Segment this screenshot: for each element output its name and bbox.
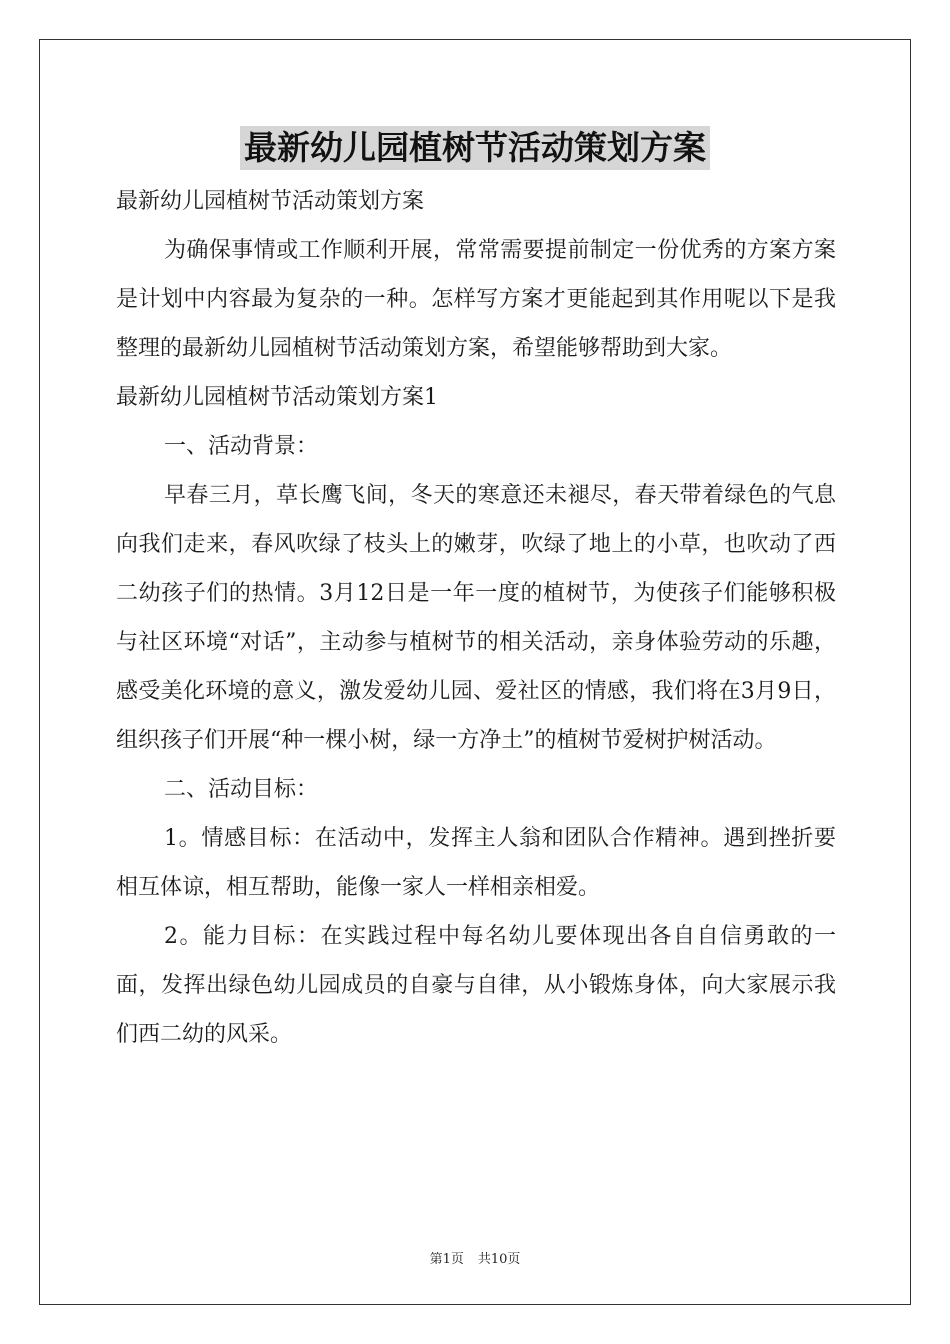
background-paragraph: 早春三月，草长鹰飞间，冬天的寒意还未褪尽，春天带着绿色的气息向我们走来，春风吹绿了枝头上的嫩芽，吹绿了地上的小草，也吹动了西二幼孩子们的热情。3月12日是一年一度的植树节，为使孩子们能够积极与社区环境“对话”，主动参与植树节的相关活动，亲身体验劳动的乐趣，感受美化环境的意义，激发爱幼儿园、爱社区的情感，我们将在3月9日，组织孩子们开展“种一棵小树，绿一方净土”的植树节爱树护树活动。	[116, 483, 836, 753]
section-title: 最新幼儿园植树节活动策划方案1	[116, 385, 438, 410]
intro-paragraph: 为确保事情或工作顺利开展，常常需要提前制定一份优秀的方案方案是计划中内容最为复杂的一种。怎样写方案才更能起到其作用呢以下是我整理的最新幼儿园植树节活动策划方案，希望能够帮助到大家。	[116, 238, 836, 361]
document-body	[116, 177, 836, 1059]
page-number: 第1页	[429, 1252, 464, 1267]
title-container	[0, 126, 950, 170]
heading-background: 一、活动背景：	[164, 434, 319, 459]
goal-emotion-paragraph: 1。情感目标：在活动中，发挥主人翁和团队合作精神。遇到挫折要相互体谅，相互帮助，能像一家人一样相亲相爱。	[116, 826, 836, 900]
page-footer	[0, 1248, 950, 1267]
heading-goals: 二、活动目标：	[164, 777, 319, 802]
goal-ability-paragraph: 2。能力目标：在实践过程中每名幼儿要体现出各自自信勇敢的一面，发挥出绿色幼儿园成员的自豪与自律，从小锻炼身体，向大家展示我们西二幼的风采。	[116, 924, 836, 1047]
page-total: 共10页	[477, 1252, 521, 1267]
document-subtitle: 最新幼儿园植树节活动策划方案	[116, 189, 425, 214]
document-title: 最新幼儿园植树节活动策划方案	[240, 126, 710, 170]
